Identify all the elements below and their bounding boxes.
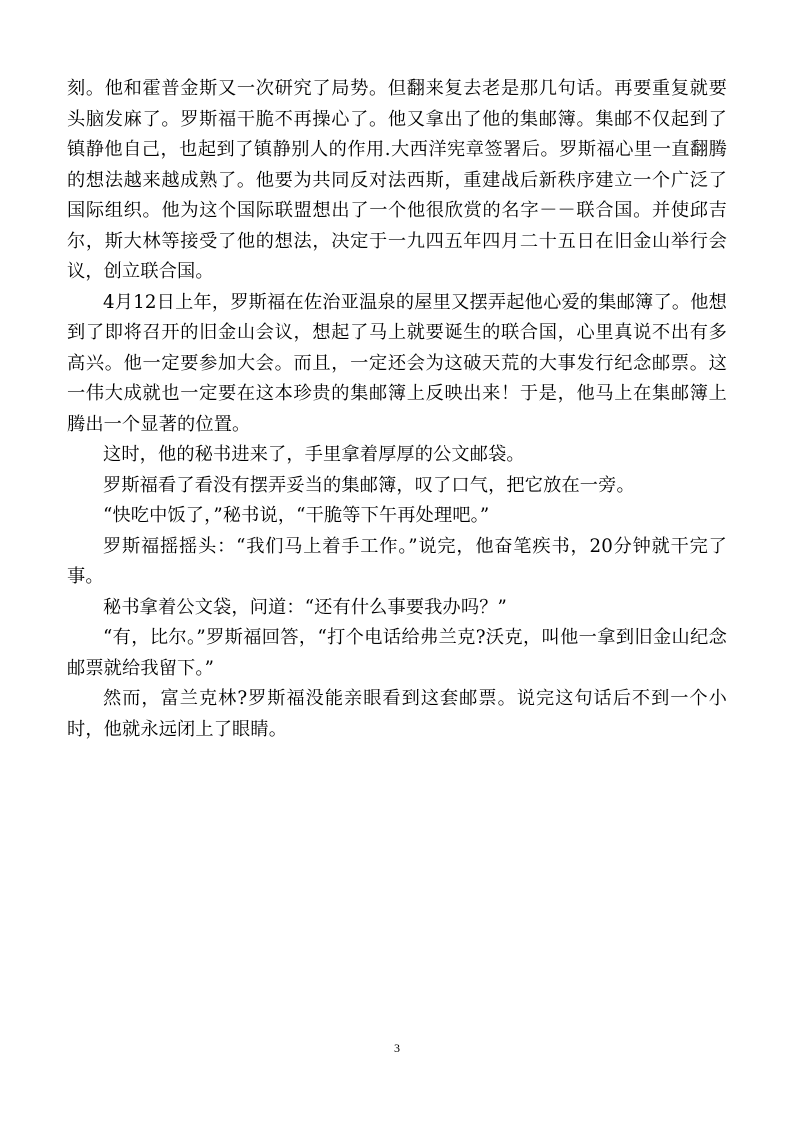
paragraph-8: “有，比尔。”罗斯福回答，“打个电话给弗兰克?沃克，叫他一拿到旧金山纪念邮票就给我留下。” xyxy=(67,627,727,679)
paragraph-6: 罗斯福摇摇头：“我们马上着手工作。”说完，他奋笔疾书，20分钟就干完了事。 xyxy=(67,535,727,587)
paragraph-1: 刻。他和霍普金斯又一次研究了局势。但翻来复去老是那几句话。再要重复就要头脑发麻了。罗斯福干脆不再操心了。他又拿出了他的集邮簿。集邮不仅起到了镇静他自己，也起到了镇静别人的作用.大西洋宪章签署后。罗斯福心里一直翻腾的想法越来越成熟了。他要为共同反对法西斯，重建战后新秩序建立一个广泛了国际组织。他为这个国际联盟想出了一个他很欣赏的名字－－联合国。并使邱吉尔，斯大林等接受了他的想法，决定于一九四五年四月二十五日在旧金山举行会议，创立联合国。 xyxy=(67,78,727,282)
paragraph-2: 4月12日上年，罗斯福在佐治亚温泉的屋里又摆弄起他心爱的集邮簿了。他想到了即将召开的旧金山会议，想起了马上就要诞生的联合国，心里真说不出有多高兴。他一定要参加大会。而且，一定还会为这破天荒的大事发行纪念邮票。这一伟大成就也一定要在这本珍贵的集邮簿上反映出来！于是，他马上在集邮簿上腾出一个显著的位置。 xyxy=(67,291,727,435)
paragraph-7: 秘书拿着公文袋，问道：“还有什么事要我办吗？” xyxy=(103,596,507,618)
document-body xyxy=(67,74,727,745)
paragraph-4: 罗斯福看了看没有摆弄妥当的集邮簿，叹了口气，把它放在一旁。 xyxy=(103,474,635,496)
paragraph-3: 这时，他的秘书进来了，手里拿着厚厚的公文邮袋。 xyxy=(103,444,525,465)
page-number: 3 xyxy=(394,1041,400,1055)
paragraph-9: 然而，富兰克林?罗斯福没能亲眼看到这套邮票。说完这句话后不到一个小时，他就永远闭上了眼睛。 xyxy=(67,688,727,740)
paragraph-5: “快吃中饭了，”秘书说，“干脆等下午再处理吧。” xyxy=(103,505,490,526)
